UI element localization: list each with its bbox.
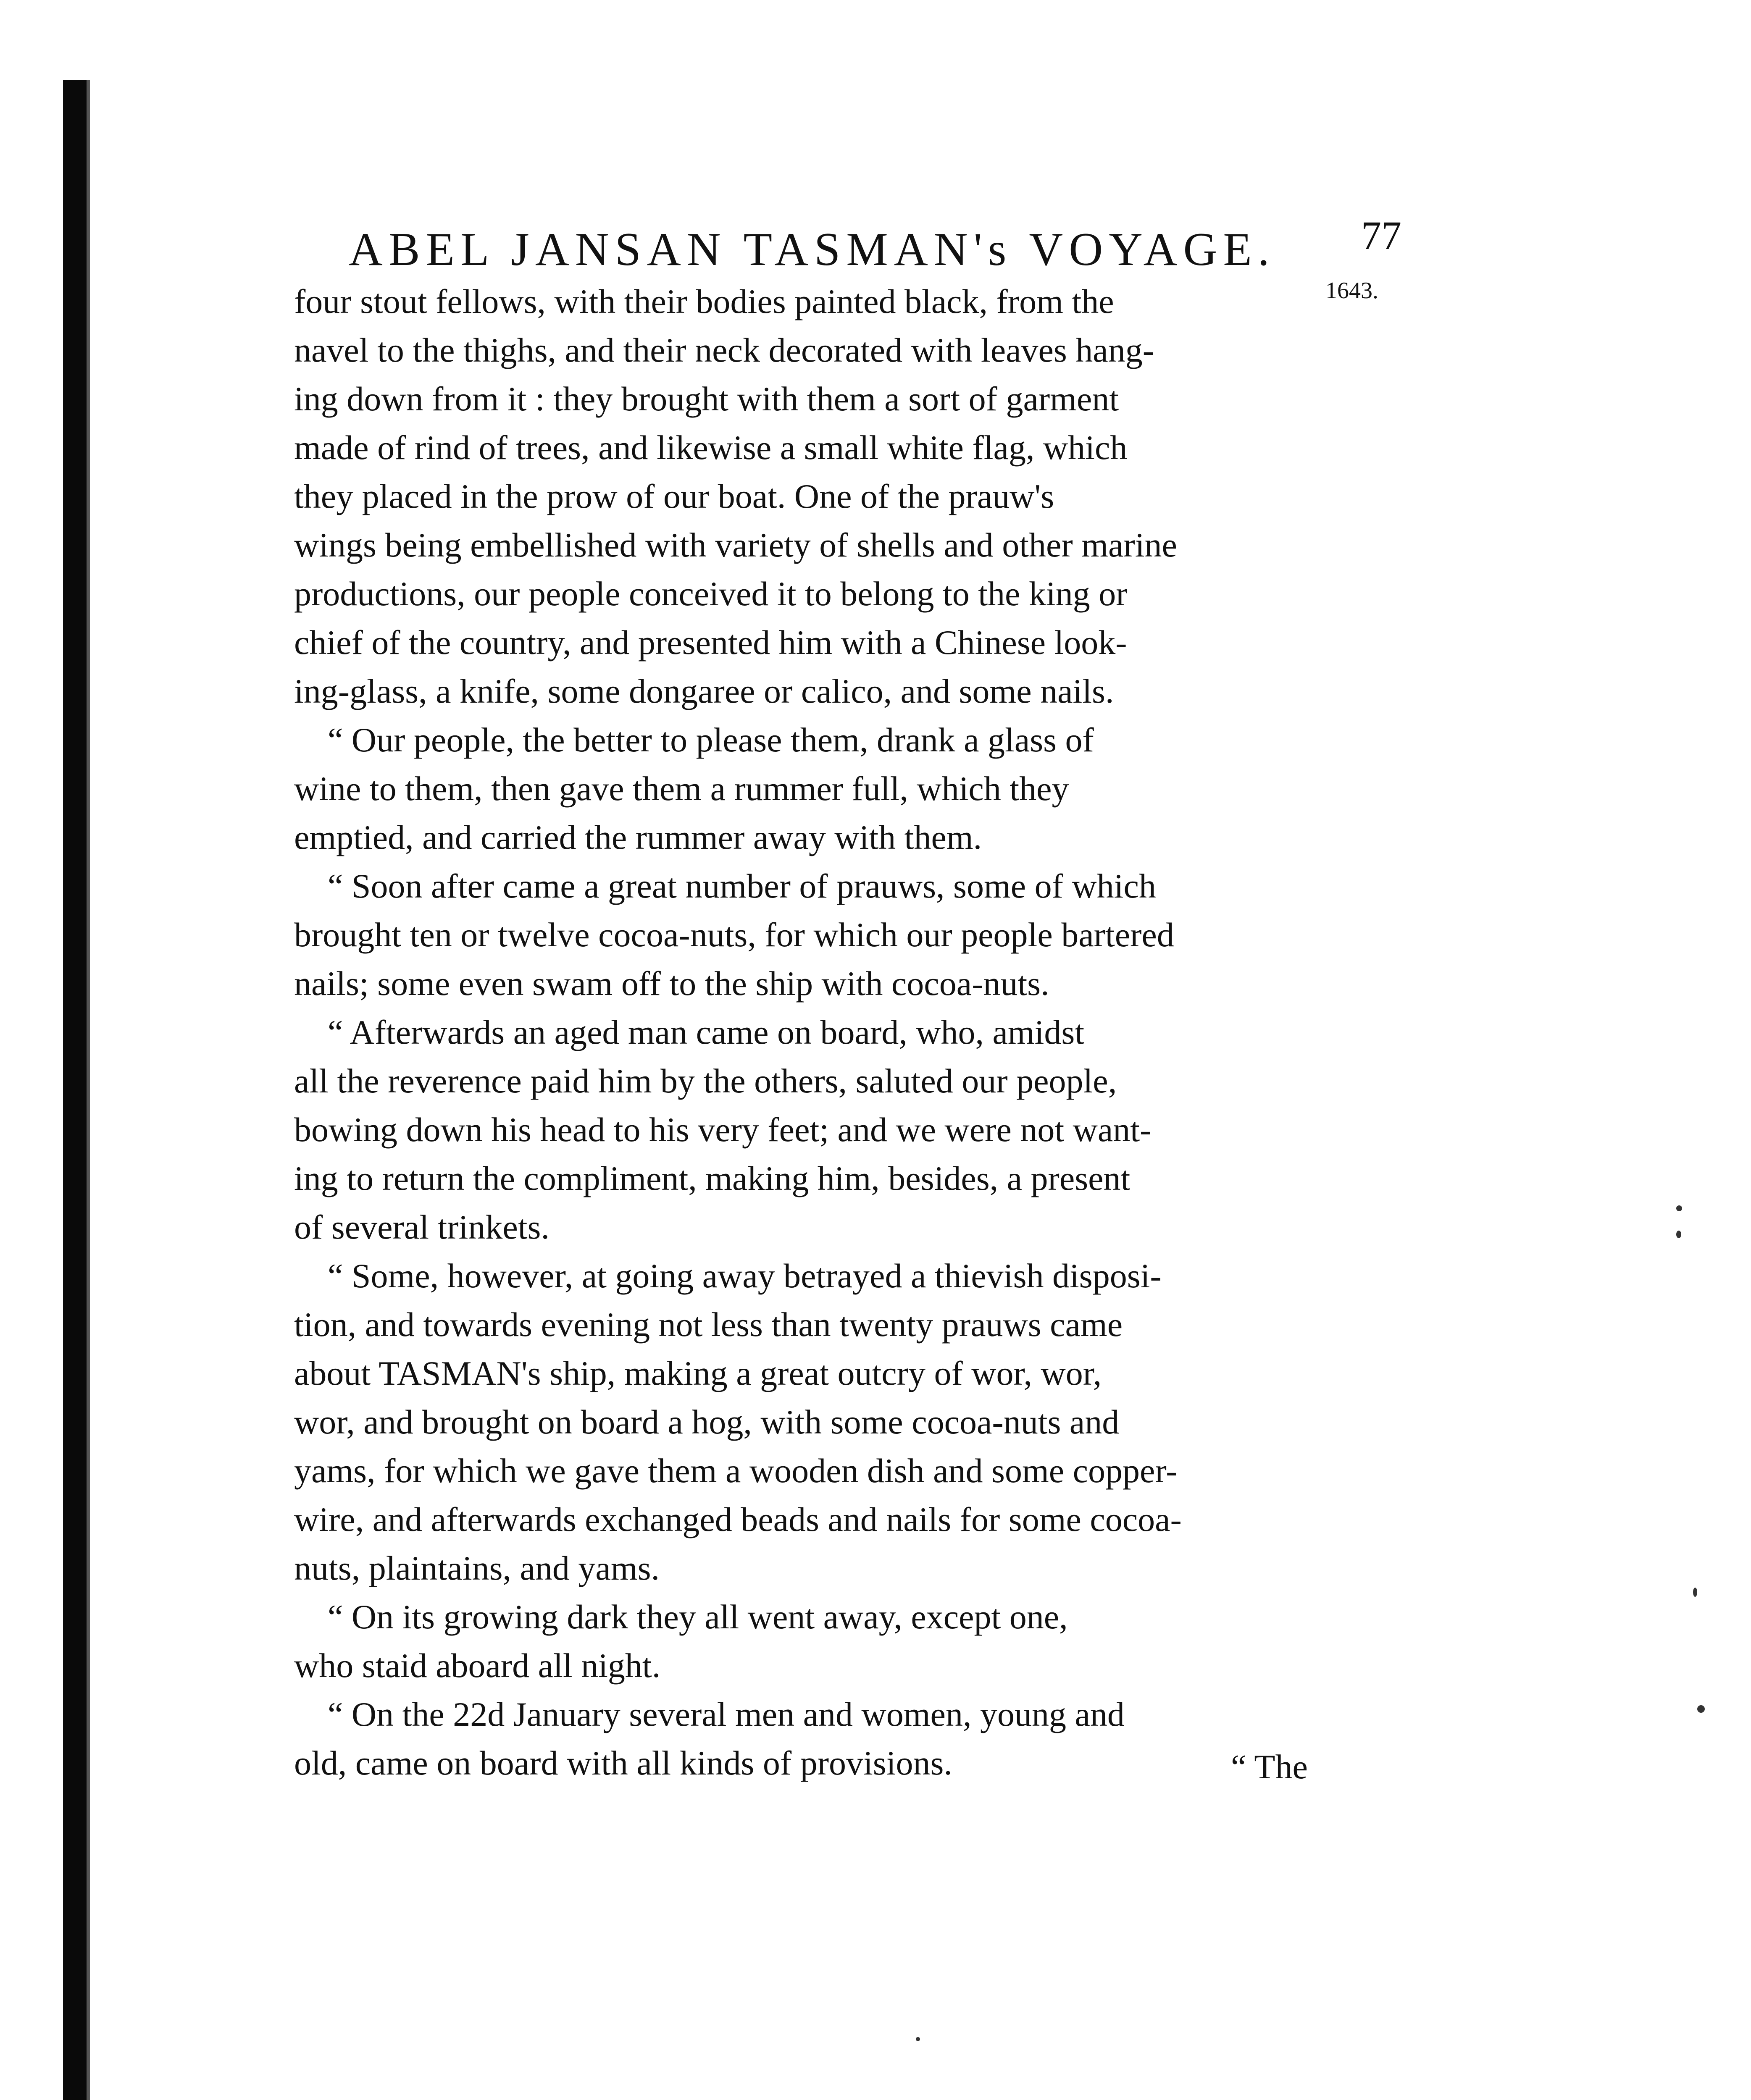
text-line: ing down from it : they brought with them a sort of garment: [294, 380, 1119, 418]
text-line: “ Our people, the better to please them, drank a glass of: [328, 721, 1094, 759]
text-line: “ Afterwards an aged man came on board, who, amidst: [328, 1013, 1085, 1051]
text-line: brought ten or twelve cocoa-nuts, for which our people bartered: [294, 916, 1174, 954]
text-line: wire, and afterwards exchanged beads and nails for some cocoa-: [294, 1500, 1182, 1538]
text-line: wine to them, then gave them a rummer full, which they: [294, 769, 1069, 808]
text-line: nuts, plaintains, and yams.: [294, 1549, 660, 1587]
text-line: chief of the country, and presented him with a Chinese look-: [294, 623, 1127, 662]
book-spine-edge: [87, 80, 90, 2100]
catchword: “ The: [1231, 1748, 1308, 1786]
text-line: ing-glass, a knife, some dongaree or calico, and some nails.: [294, 672, 1114, 710]
page-number: 77: [1361, 213, 1401, 258]
text-line: all the reverence paid him by the others, saluted our people,: [294, 1062, 1117, 1100]
text-line: four stout fellows, with their bodies painted black, from the: [294, 282, 1114, 320]
text-line: “ On its growing dark they all went away, except one,: [328, 1598, 1068, 1636]
text-line: who staid aboard all night.: [294, 1646, 661, 1685]
text-line: nails; some even swam off to the ship with cocoa-nuts.: [294, 964, 1049, 1003]
scan-speck: [1676, 1205, 1682, 1211]
scan-speck: [1697, 1705, 1705, 1713]
text-line: wor, and brought on board a hog, with some cocoa-nuts and: [294, 1403, 1120, 1441]
text-line: about TASMAN's ship, making a great outcry of wor, wor,: [294, 1354, 1102, 1392]
margin-year-note: 1643.: [1325, 278, 1378, 304]
text-line: old, came on board with all kinds of provisions.: [294, 1744, 952, 1782]
text-line: they placed in the prow of our boat. One of the prauw's: [294, 477, 1054, 515]
text-line: navel to the thighs, and their neck decorated with leaves hang-: [294, 331, 1154, 369]
text-line: tion, and towards evening not less than twenty prauws came: [294, 1305, 1123, 1344]
scan-speck: [916, 2037, 920, 2041]
text-line: “ Soon after came a great number of prauws, some of which: [328, 867, 1156, 905]
running-head: ABEL JANSAN TASMAN's VOYAGE.: [349, 223, 1275, 276]
scan-speck: [1693, 1588, 1697, 1597]
body-text: [294, 277, 1336, 1788]
book-spine-shadow: [63, 80, 87, 2100]
text-line: emptied, and carried the rummer away with them.: [294, 818, 982, 856]
text-line: wings being embellished with variety of shells and other marine: [294, 526, 1177, 564]
text-line: “ Some, however, at going away betrayed a thievish disposi-: [328, 1257, 1162, 1295]
text-line: bowing down his head to his very feet; and we were not want-: [294, 1110, 1152, 1149]
text-line: productions, our people conceived it to belong to the king or: [294, 575, 1128, 613]
text-line: of several trinkets.: [294, 1208, 549, 1246]
text-line: yams, for which we gave them a wooden dish and some copper-: [294, 1452, 1178, 1490]
text-line: ing to return the compliment, making him, besides, a present: [294, 1159, 1131, 1197]
scan-speck: [1676, 1231, 1681, 1238]
text-line: made of rind of trees, and likewise a small white flag, which: [294, 428, 1128, 467]
text-line: “ On the 22d January several men and women, young and: [328, 1695, 1125, 1733]
